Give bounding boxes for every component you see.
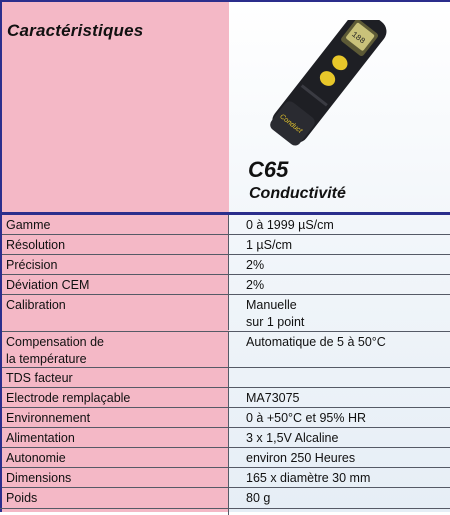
spec-value: MA73075	[246, 391, 300, 405]
spec-row-autonomie	[2, 448, 450, 468]
top-rule	[0, 0, 450, 2]
spec-value-line2: sur 1 point	[246, 315, 305, 329]
spec-value	[229, 368, 450, 387]
spec-label: Alimentation	[2, 428, 229, 447]
product-subtitle: Conductivité	[249, 185, 346, 202]
spec-row-alimentation	[2, 428, 450, 448]
spec-row-tds	[2, 368, 450, 388]
spec-row-precision	[2, 255, 450, 275]
spec-value-line1: Manuelle	[246, 298, 297, 312]
spec-value	[229, 295, 450, 331]
spec-label: Précision	[2, 255, 229, 274]
conductivity-pen-meter-icon	[246, 20, 396, 170]
spec-label: Déviation CEM	[2, 275, 229, 294]
spec-row-dimensions	[2, 468, 450, 488]
spec-table	[2, 215, 450, 515]
spec-row-calibration	[2, 295, 450, 332]
spec-label: Autonomie	[2, 448, 229, 467]
spec-label: Environnement	[2, 408, 229, 427]
svg-text:188: 188	[349, 30, 367, 47]
spec-value: 0 à 1999 µS/cm	[246, 218, 334, 232]
spec-label-line2: la température	[6, 352, 87, 366]
spec-row-electrode	[2, 388, 450, 408]
svg-text:Conduct: Conduct	[278, 113, 304, 135]
spec-label: Calibration	[2, 295, 229, 330]
model-number: C65	[248, 157, 289, 182]
spec-value: environ 250 Heures	[246, 451, 356, 465]
bottom-rule	[0, 508, 450, 509]
spec-value: 3 x 1,5V Alcaline	[246, 431, 339, 445]
spec-label: TDS facteur	[2, 368, 229, 387]
spec-label-line1: Compensation de	[6, 335, 104, 349]
spec-label: Dimensions	[2, 468, 229, 487]
spec-label: Electrode remplaçable	[2, 388, 229, 407]
section-heading: Caractéristiques	[7, 21, 144, 40]
spec-label: Poids	[2, 488, 229, 515]
spec-value: 2%	[246, 278, 265, 292]
spec-label: Gamme	[2, 215, 229, 234]
spec-row-deviation	[2, 275, 450, 295]
spec-label	[2, 332, 229, 367]
spec-value: 165 x diamètre 30 mm	[246, 471, 371, 485]
spec-row-environnement	[2, 408, 450, 428]
spec-row-compensation	[2, 332, 450, 368]
spec-value: 0 à +50°C et 95% HR	[246, 411, 366, 425]
spec-row-poids	[2, 488, 450, 515]
spec-label: Résolution	[2, 235, 229, 254]
spec-value: 80 g	[246, 491, 271, 505]
spec-row-gamme	[2, 215, 450, 235]
spec-value: Automatique de 5 à 50°C	[246, 335, 386, 349]
spec-value: 2%	[246, 258, 265, 272]
spec-row-resolution	[2, 235, 450, 255]
spec-value: 1 µS/cm	[246, 238, 293, 252]
